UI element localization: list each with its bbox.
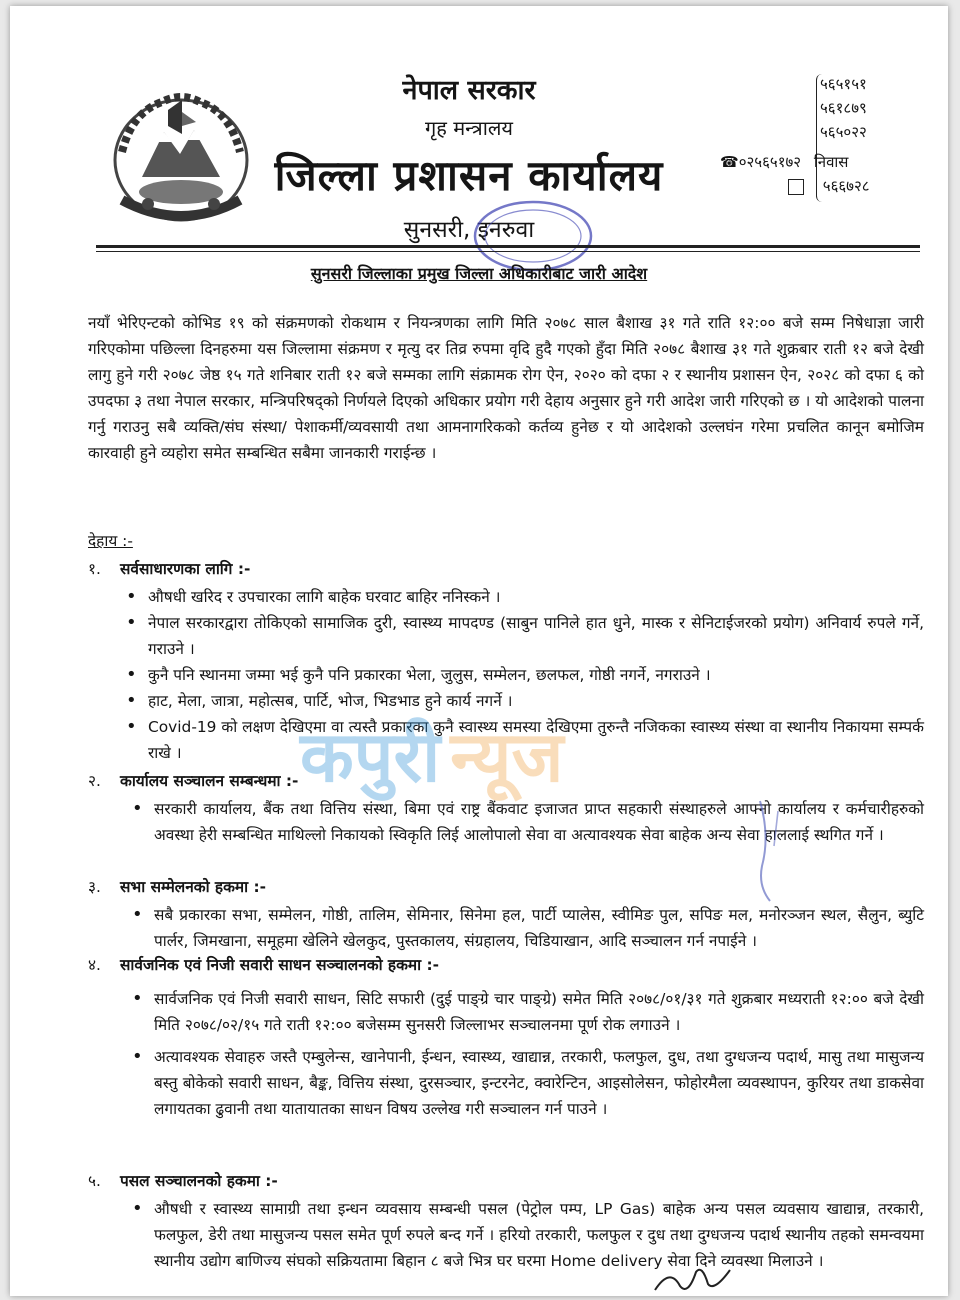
section-heading	[88, 954, 439, 975]
section-5-list	[132, 1196, 924, 1274]
list-item: • हाट, मेला, जात्रा, महोत्सब, पार्टि, भोज, भिडभाड हुने कार्य नगर्ने ।	[126, 688, 924, 714]
district-title: सुनसरी, इनरुवा	[403, 217, 535, 243]
list-item: • सरकारी कार्यालय, बैंक तथा वित्तिय संस्था, बिमा एवं राष्ट्र बैंकवाट इजाजत प्राप्त सहकारी संस्थाहरुले आफ्नो कार्यालय र कर्मचारीहरुको अवस्था हेरी सम्बन्धित माथिल्लो निकायको स्विकृति लिई आलोपालो सेवा वा अत्यावश्यक सेवा बाहेक अन्य सेवा हाललाई स्थगित गर्ने ।	[132, 796, 924, 848]
section-3-list	[132, 902, 924, 954]
dehaya-heading: देहाय :-	[88, 532, 133, 550]
phone-line	[720, 152, 848, 172]
contact-number: ५६५१५१	[820, 75, 867, 93]
list-item: • औषधी खरिद र उपचारका लागि बाहेक घरवाट बाहिर ननिस्कने ।	[126, 584, 924, 610]
section-title: कार्यालय सञ्चालन सम्बन्धमा :-	[120, 772, 299, 790]
contact-block	[720, 72, 920, 202]
section-title: सभा सम्मेलनको हकमा :-	[120, 878, 267, 896]
section-2-list	[132, 796, 924, 848]
section-number: ५.	[88, 1172, 101, 1190]
list-item: • औषधी र स्वास्थ्य सामाग्री तथा इन्धन व्यवसाय सम्बन्धी पसल (पेट्रोल पम्प, LP Gas) बाहेक अन्य पसल व्यवसाय खाद्यान्न, तरकारी, फलफुल, डेरी तथा मासुजन्य पसल समेत पूर्ण रुपले बन्द गर्ने । हरियो तरकारी, फलफुल र दुध तथा दुग्धजन्य पदार्थ स्थानीय तहको समन्वयमा स्थानीय उद्योग बाणिज्य संघको सक्रियतामा बिहान ८ बजे भित्र घर घरमा Home delivery सेवा दिने व्यवस्था मिलाउने ।	[132, 1196, 924, 1274]
telephone-icon: ☎	[720, 153, 739, 171]
government-title: नेपाल सरकार	[402, 75, 536, 106]
section-number: २.	[88, 772, 101, 790]
list-item: • अत्यावश्यक सेवाहरु जस्तै एम्बुलेन्स, खानेपानी, ईन्धन, स्वास्थ्य, खाद्यान्न, तरकारी, फलफुल, दुध, तथा दुग्धजन्य पदार्थ, मासु तथा मासुजन्य बस्तु बोकेको सवारी साधन, बैङ्क, वित्तिय संस्था, दुरसञ्चार, इन्टरनेट, क्वारेन्टिन, आइसोलेसन, फोहोरमैला व्यवस्थापन, कुरियर तथा डाकसेवा लगायतका ढुवानी तथा यातायातका साधन विषय उल्लेख गरी सञ्चालन गर्न पाउने ।	[132, 1044, 924, 1122]
contact-number: ५६१८७९	[820, 99, 867, 117]
section-heading	[88, 1170, 278, 1191]
section-heading	[88, 558, 250, 579]
contact-number: ५६५०२२	[820, 123, 867, 141]
section-heading	[88, 876, 266, 897]
section-number: ३.	[88, 878, 101, 896]
phone-number: ०२५६५१७२	[738, 153, 802, 171]
signature-icon	[650, 1262, 740, 1296]
document-page	[10, 6, 948, 1296]
list-item: • Covid-19 को लक्षण देखिएमा वा त्यस्तै प्रकारका कुनै स्वास्थ्य समस्या देखिएमा तुरुन्तै नजिकका स्वास्थ्य संस्था वा स्थानीय निकायमा सम्पर्क राखे ।	[126, 714, 924, 766]
document-subject: सुनसरी जिल्लाका प्रमुख जिल्ला अधिकारीबाट जारी आदेश	[310, 264, 648, 283]
fax-line	[788, 176, 870, 196]
section-number: १.	[88, 560, 101, 578]
section-number: ४.	[88, 956, 101, 974]
section-title: सर्वसाधारणका लागि :-	[120, 560, 251, 578]
office-title: जिल्ला प्रशासन कार्यालय	[274, 151, 664, 200]
list-item: • सार्वजनिक एवं निजी सवारी साधन, सिटि सफारी (दुई पाङ्ग्रे चार पाङ्ग्रे) समेत मिति २०७८/०१/३१ गते शुक्रबार मध्यराती १२:०० बजे देखी मिति २०७८/०२/१५ गते राती १२:०० बजेसम्म सुनसरी जिल्लाभर सञ्चालनमा पूर्ण रोक लगाउने ।	[132, 986, 924, 1038]
list-item: • सबै प्रकारका सभा, सम्मेलन, गोष्ठी, तालिम, सेमिनार, सिनेमा हल, पार्टी प्यालेस, स्वीमिङ पुल, सपिङ मल, मनोरञ्जन स्थल, सैलुन, ब्युटि पार्लर, जिमखाना, समूहमा खेलिने खेलकुद, पुस्तकालय, संग्रहालय, चिडियाखान, आदि सञ्चालन गर्न नपाईने ।	[132, 902, 924, 954]
header-rule	[96, 245, 920, 248]
residence-label: निवास	[813, 153, 849, 171]
section-1-list	[126, 584, 924, 766]
intro-paragraph: नयाँ भेरिएन्टको कोभिड १९ को संक्रमणको रोकथाम र नियन्त्रणका लागि मिति २०७८ साल बैशाख ३१ गते राति १२:०० बजे सम्म निषेधाज्ञा जारी गरिएकोमा पछिल्ला दिनहरुमा यस जिल्लामा संक्रमण र मृत्यु दर तिव्र रुपमा वृदि हुदै गएको हुँदा मिति २०७८ बैशाख ३१ गते शुक्रबार राती १२ बजे देखी लागु हुने गरी २०७८ जेष्ठ १५ गते शनिबार राती १२ बजे सम्मका लागि संक्रामक रोग ऐन, २०२० को दफा २ र स्थानीय प्रशासन ऐन, २०२८ को दफा ६ को उपदफा ३ तथा नेपाल सरकार, मन्त्रिपरिषद्को निर्णयले दिएको अधिकार प्रयोग गरी देहाय अनुसार हुने गरी आदेश जारी गरिएको छ । यो आदेशको पालना गर्नु गराउनु सबै व्यक्ति/संघ संस्था/ पेशाकर्मी/व्यवसायी तथा आमनागरिकको कर्तव्य हुनेछ र यो आदेशको उल्लघंन गरेमा प्रचलित कानून बमोजिम कारवाही हुने व्यहोरा समेत सम्बन्धित सबैमा जानकारी गराईन्छ ।	[88, 314, 924, 462]
list-item: • कुनै पनि स्थानमा जम्मा भई कुनै पनि प्रकारका भेला, जुलुस, सम्मेलन, छलफल, गोष्ठी नगर्ने, नगराउने ।	[126, 662, 924, 688]
section-title: सार्वजनिक एवं निजी सवारी साधन सञ्चालनको हकमा :-	[120, 956, 440, 974]
fax-icon	[788, 179, 804, 195]
watermark-word: कपुरी	[300, 716, 441, 798]
list-item: • नेपाल सरकारद्वारा तोकिएको सामाजिक दुरी, स्वास्थ्य मापदण्ड (साबुन पानिले हात धुने, मास्क र सेनिटाईजरको प्रयोग) अनिवार्य रुपले गर्ने, गराउने ।	[126, 610, 924, 662]
pen-mark-icon	[740, 796, 800, 906]
section-4-list	[132, 986, 924, 1122]
section-heading	[88, 770, 298, 791]
ministry-title: गृह मन्त्रालय	[424, 116, 514, 140]
fax-number: ५६६७२८	[822, 177, 870, 195]
header-rule-thin	[96, 251, 920, 252]
section-title: पसल सञ्चालनको हकमा :-	[120, 1172, 278, 1190]
watermark-word: न्यूज	[450, 716, 564, 798]
